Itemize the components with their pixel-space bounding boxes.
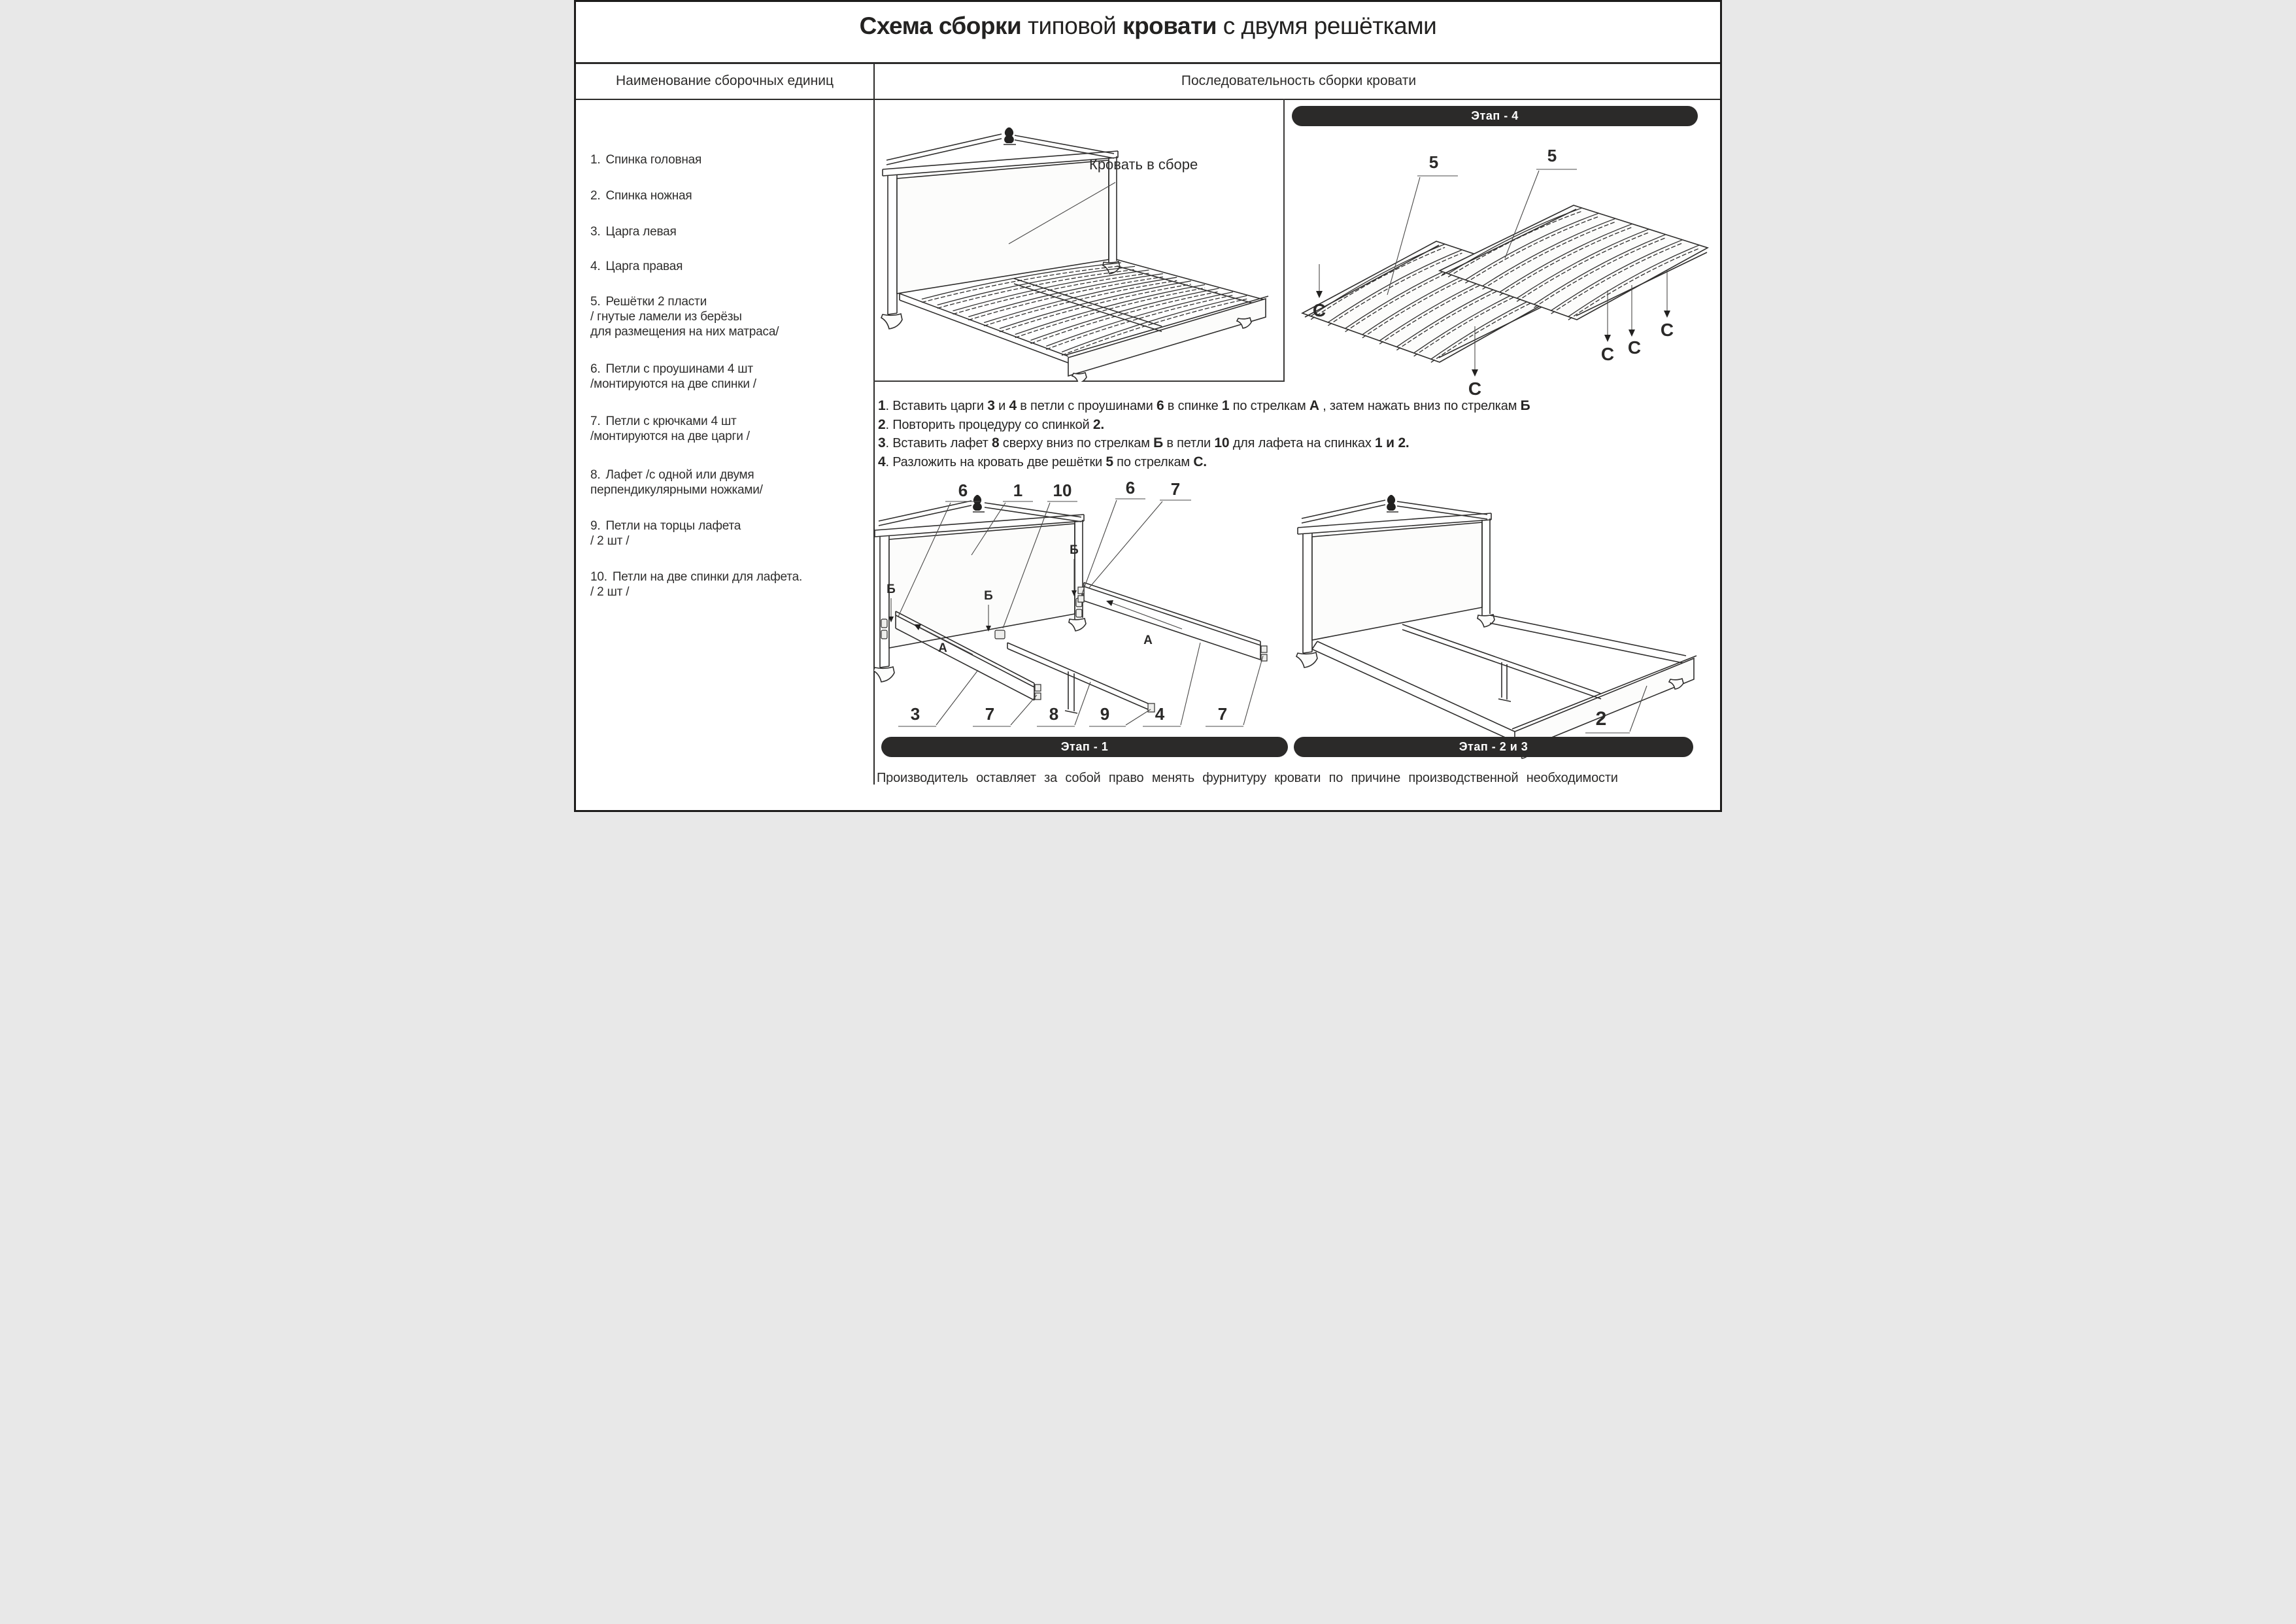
part-name: /монтируются на две спинки / [590, 377, 756, 391]
parts-list-item [590, 414, 750, 444]
svg-text:Б: Б [886, 583, 896, 596]
assembled-bed-callout: Кровать в сборе [1089, 156, 1198, 173]
stage-4-drawing [1289, 130, 1721, 411]
svg-text:А: А [938, 641, 947, 655]
leader-line [1089, 500, 1191, 588]
part-number: 2. [590, 189, 601, 203]
part-name: Спинка головная [605, 153, 702, 167]
headboard [1296, 495, 1494, 668]
part-name: /монтируются на две царги / [590, 430, 750, 443]
part-number: 7. [590, 414, 601, 428]
parts-list-item [590, 294, 779, 339]
svg-text:С: С [1627, 337, 1642, 358]
title-segment: с двумя решётками [1223, 12, 1437, 39]
svg-text:С: С [1468, 379, 1482, 399]
assembled-bed-panel [873, 99, 1285, 382]
bracket-foot [873, 667, 894, 682]
part-name: / 2 шт / [590, 534, 630, 548]
urn-finial [1387, 495, 1396, 511]
part-name: Царга левая [605, 225, 677, 239]
hook-hinge [1035, 685, 1041, 691]
hook-hinge [1078, 596, 1084, 602]
arrow-down-icon [1472, 369, 1478, 377]
footer-note: Производитель оставляет за собой право менять фурнитуру кровати по причине производственной необходимости [877, 771, 1618, 785]
assembly-sheet [574, 0, 1722, 812]
stage-1-banner: Этап - 1 [881, 737, 1288, 757]
leader-line [1037, 682, 1090, 726]
parts-list-item [590, 518, 741, 549]
eyelet-hinge [1076, 609, 1082, 617]
part-number: 4. [590, 260, 601, 273]
leader-line [1081, 499, 1145, 596]
part-label-5: 5 [1547, 146, 1557, 165]
svg-text:7: 7 [1217, 704, 1228, 724]
lafet-beam [1007, 643, 1155, 713]
stage-1-drawing [873, 478, 1294, 759]
assembled-bed-drawing [873, 99, 1285, 382]
arrow-down-icon [1604, 335, 1611, 342]
part-name: Петли на торцы лафета [605, 519, 741, 533]
urn-finial [973, 495, 982, 511]
part-name: Спинка ножная [605, 189, 692, 203]
urn-finial [1004, 127, 1014, 143]
side-rail-right [1078, 583, 1267, 661]
leader-line [1206, 656, 1263, 726]
part-number: 1. [590, 153, 601, 167]
part-name: Решётки 2 пласти [605, 295, 707, 309]
part-name: Лафет /с одной или двумя [605, 468, 754, 482]
svg-text:7: 7 [1170, 479, 1181, 499]
bracket-foot [1072, 373, 1087, 382]
svg-text:10: 10 [1053, 481, 1072, 500]
svg-text:3: 3 [910, 704, 920, 724]
left-column-header: Наименование сборочных единиц [615, 73, 834, 88]
svg-text:А: А [1143, 634, 1153, 647]
hook-hinge [1261, 646, 1267, 652]
part-number: 8. [590, 468, 601, 482]
lafet-leg [1498, 662, 1511, 702]
part-name: Петли с проушинами 4 шт [605, 362, 753, 376]
bracket-foot [1069, 618, 1086, 631]
part-name: для размещения на них матраса/ [590, 325, 779, 339]
svg-text:6: 6 [1125, 478, 1136, 498]
headboard [873, 495, 1086, 682]
svg-text:6: 6 [958, 481, 968, 500]
parts-list-item [590, 467, 763, 498]
svg-text:С: С [1312, 300, 1326, 320]
title-segment: кровати [1123, 12, 1223, 39]
svg-text:1: 1 [1013, 481, 1023, 500]
arrow-left-icon [1106, 600, 1113, 606]
assembly-instructions [878, 397, 1717, 471]
stage-2-3-drawing [1294, 478, 1721, 759]
part-name: перпендикулярными ножками/ [590, 483, 763, 497]
svg-text:С: С [1600, 344, 1615, 364]
title-segment: типовой [1028, 12, 1123, 39]
svg-text:8: 8 [1049, 704, 1059, 724]
parts-list-item [590, 152, 701, 167]
stage-2-3-banner: Этап - 2 и 3 [1294, 737, 1693, 757]
part-name: Петли с крючками 4 шт [605, 414, 737, 428]
headboard [881, 127, 1120, 329]
leader-line [973, 695, 1037, 726]
part-name: Петли на две спинки для лафета. [612, 570, 803, 584]
parts-list-item [590, 362, 756, 392]
parts-list [590, 2, 871, 810]
bottom-callouts [898, 643, 1263, 726]
svg-text:7: 7 [985, 704, 995, 724]
arrow-down-icon [1316, 291, 1323, 298]
parts-list-item [590, 569, 802, 600]
parts-list-item [590, 188, 692, 203]
arrow-down-icon [1664, 311, 1670, 318]
instruction-line: 3. Вставить лафет 8 сверху вниз по стрелкам Б в петли 10 для лафета на спинках 1 и 2. [878, 435, 1410, 450]
svg-text:4: 4 [1155, 704, 1165, 724]
parts-list-item [590, 224, 677, 239]
part-number: 9. [590, 519, 601, 533]
part-number: 10. [590, 570, 607, 584]
part-number: 5. [590, 295, 601, 309]
part-label-2: 2 [1595, 708, 1607, 730]
part-name: Царга правая [605, 260, 683, 273]
title-segment: Схема сборки [859, 12, 1028, 39]
part-number: 3. [590, 225, 601, 239]
part-number: 6. [590, 362, 601, 376]
svg-text:Б: Б [1070, 543, 1079, 557]
instruction-line: 1. Вставить царги 3 и 4 в петли с проушинами 6 в спинке 1 по стрелкам А , затем нажать вниз по стрелкам Б [878, 398, 1530, 413]
svg-text:Б: Б [984, 589, 993, 603]
eyelet-hinge [881, 619, 887, 628]
svg-text:9: 9 [1100, 704, 1110, 724]
bracket-foot [1477, 615, 1494, 627]
svg-text:С: С [1660, 320, 1674, 340]
bracket-foot [1296, 652, 1317, 668]
instruction-line: 4. Разложить на кровать две решётки 5 по стрелкам С. [878, 454, 1207, 469]
part-name: / 2 шт / [590, 585, 630, 599]
part-label-5: 5 [1428, 152, 1439, 172]
right-column-header: Последовательность сборки кровати [1181, 73, 1417, 88]
instruction-line: 2. Повторить процедуру со спинкой 2. [878, 416, 1104, 432]
lafet-hinge [995, 630, 1005, 639]
eyelet-hinge [881, 630, 887, 639]
arrow-down-icon [1629, 330, 1635, 337]
part-name: / гнутые ламели из берёзы [590, 310, 742, 324]
leader-line [1143, 643, 1200, 726]
stage-4-banner: Этап - 4 [1292, 106, 1698, 126]
leader-line [1089, 709, 1151, 726]
bracket-foot [881, 314, 902, 329]
parts-list-item [590, 259, 683, 274]
